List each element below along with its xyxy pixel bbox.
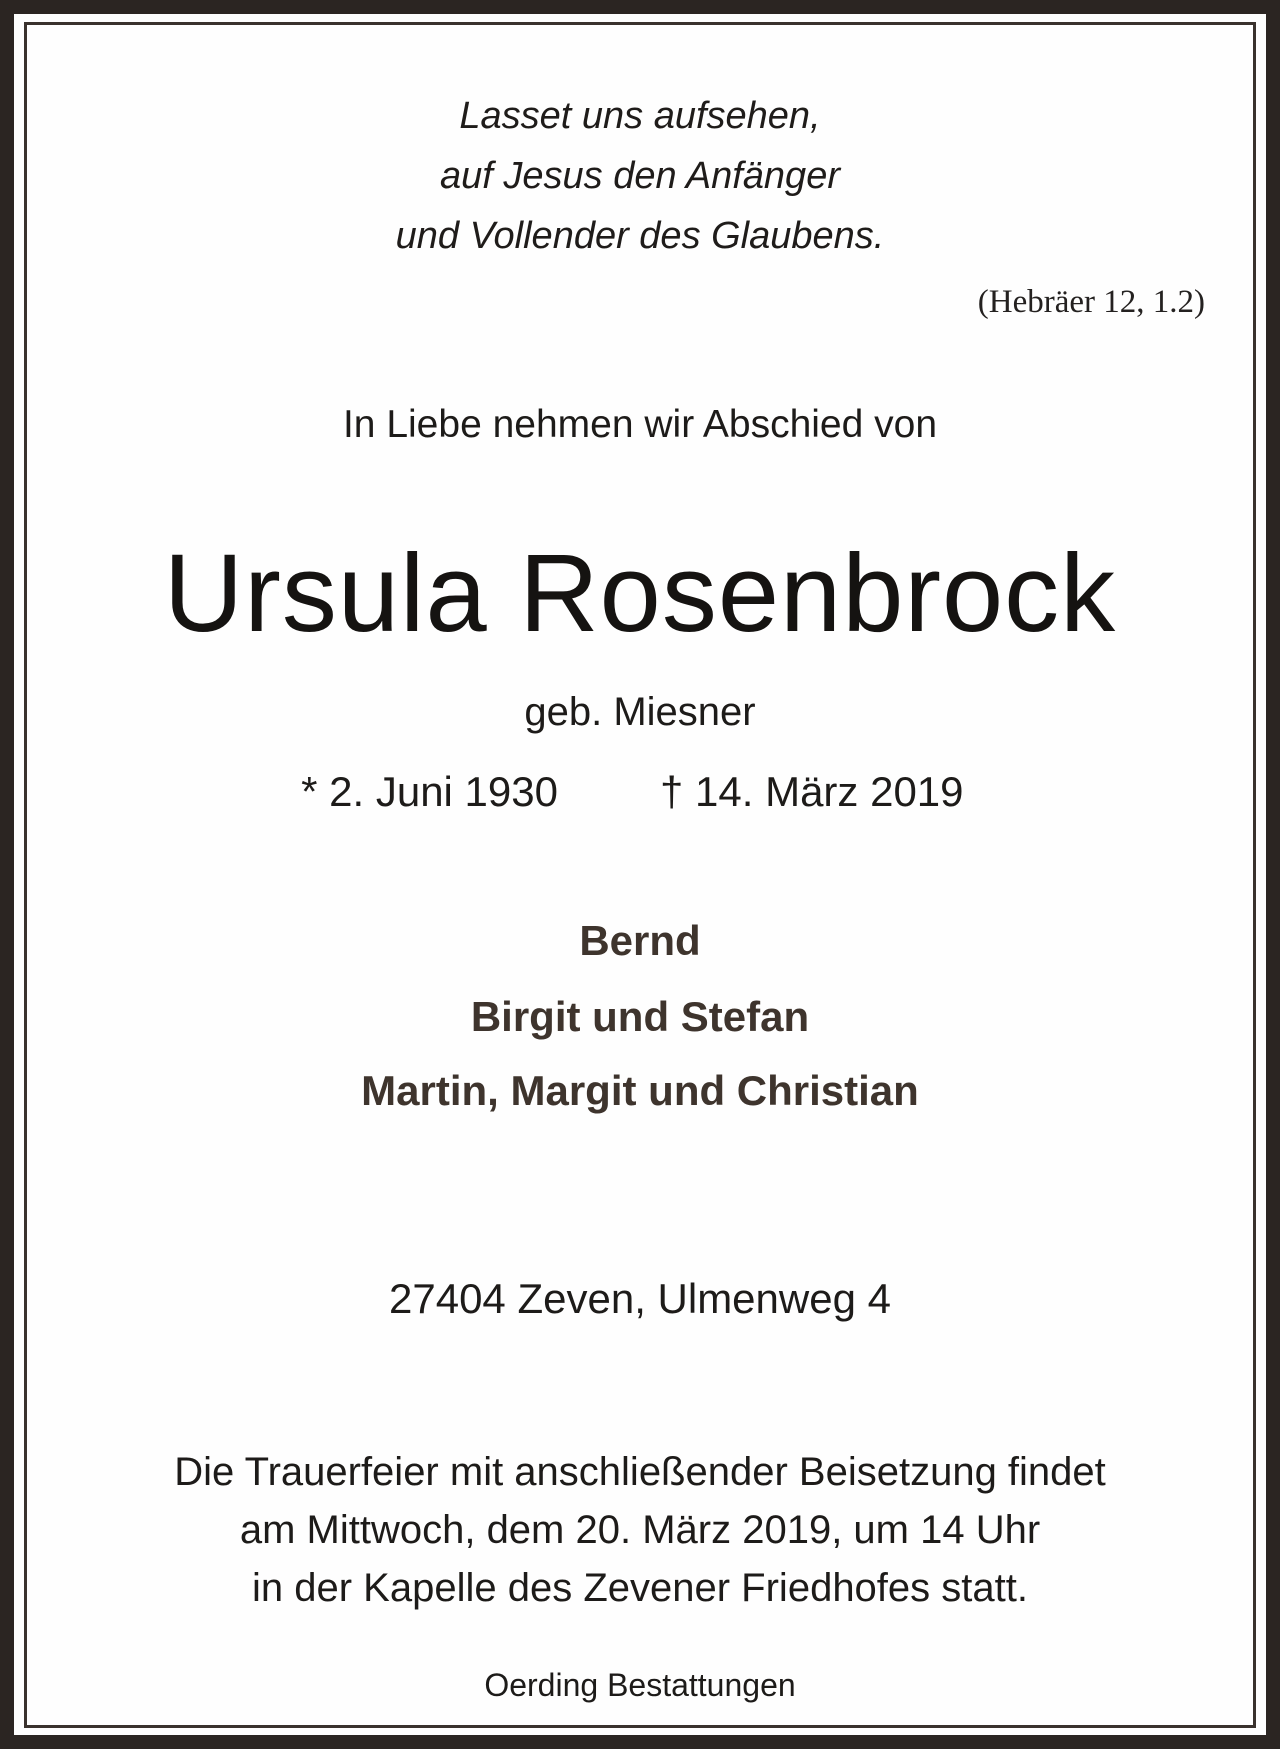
- undertaker-name: Oerding Bestattungen: [484, 1667, 796, 1703]
- verse-line: auf Jesus den Anfänger: [440, 155, 840, 197]
- ceremony-line: in der Kapelle des Zevener Friedhofes statt.: [252, 1566, 1028, 1610]
- verse-line: Lasset uns aufsehen,: [459, 95, 821, 137]
- ceremony-line: am Mittwoch, dem 20. März 2019, um 14 Uhr: [239, 1508, 1041, 1552]
- family-member: Martin, Margit und Christian: [361, 1067, 919, 1114]
- verse-line: und Vollender des Glaubens.: [395, 215, 885, 257]
- verse-source: (Hebräer 12, 1.2): [977, 284, 1205, 320]
- family-member: Birgit und Stefan: [470, 993, 810, 1040]
- family-member: Bernd: [579, 917, 701, 964]
- intro-text: In Liebe nehmen wir Abschied von: [342, 403, 938, 446]
- address: 27404 Zeven, Ulmenweg 4: [389, 1275, 891, 1322]
- deceased-name: Ursula Rosenbrock: [163, 532, 1117, 655]
- maiden-name: geb. Miesner: [524, 690, 756, 734]
- ceremony-line: Die Trauerfeier mit anschließender Beisetzung findet: [174, 1450, 1106, 1494]
- birth-date: * 2. Juni 1930: [301, 768, 558, 815]
- death-date: † 14. März 2019: [660, 768, 964, 815]
